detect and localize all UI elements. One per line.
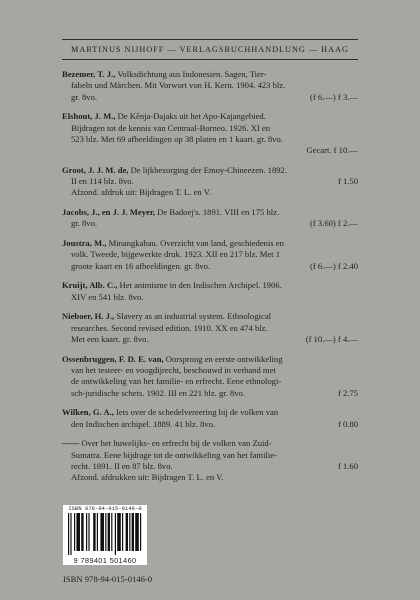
entry-author: Jacobs, J., en J. J. Meyer, [62,207,156,218]
isbn-number: ISBN 978-94-015-0146-0 [63,574,153,584]
entry-text: fabeln und Märchen. Mit Vorwort von H. Kern. 1904. 423 blz. [71,80,286,91]
entry-text: researches. Second revised edition. 1910. XX en 474 blz. [71,322,268,333]
barcode-bar [117,513,121,551]
entry-text: Over het huwelijks- en erfrecht bij de volken van Zuid- [81,438,272,449]
entry-price: (f 6.—) f 2.40 [310,260,358,271]
entry-price-line [62,334,358,345]
entry-text: gr. 8vo. [71,218,98,229]
entry-text: II en 114 blz. 8vo. [71,176,134,187]
entry-price-line [62,461,358,472]
entry-price: (f 10.—) f 4.— [305,333,358,344]
entry-author: Ossenbruggen, F. D. E. van, [62,353,164,364]
catalogue-entry [62,438,358,483]
entry-text: Slavery as an industrial system. Ethnological [116,311,272,322]
entry-author: Joustra, M., [62,238,107,249]
entry-price-line [62,176,358,187]
entry-text: Het animisme in den Indischen Archipel. 1906. [119,280,282,291]
barcode-bar [68,513,69,555]
barcode-bar [97,513,98,551]
entry-price-line [62,419,358,430]
entry-text: Volksdichtung aus Indonesien. Sagen, Tier- [117,69,267,79]
barcode-bar [76,513,80,551]
entry-text: 523 blz. Met 69 afbeeldingen op 38 platen en 1 kaart. gr. 8vo. [71,133,283,144]
barcode-bar [108,513,110,551]
entry-author: Nieboer, H. J., [62,311,115,322]
barcode-isbn-label: ISBN 978-94-015-0146-0 [68,506,142,512]
entry-text: den Indischen archipel. 1889. 41 blz. 8vo. [71,418,216,429]
entry-price-line [62,145,358,156]
entry-text: De Kĕnja-Dajaks uit het Apo-Kajangebied. [117,111,266,122]
barcode-bar [70,513,71,555]
entry-note: Afzond. afdruk uit: Bijdragen T. L. en V. [71,187,211,198]
entry-text: volk. Tweede, bijgewerkte druk. 1923. XII en 217 blz. Met 1 [71,249,281,260]
entry-text: Iets over de schedelvereering bij de volken van [116,407,279,418]
catalogue-entry [62,407,358,430]
header-rule-top [62,39,358,40]
barcode-bar [74,513,75,551]
barcode-bar [115,513,116,555]
entry-text: Sumatra. Eene bijdrage tot de ontwikkeling van het familie- [71,449,277,460]
entry-price: f 1.50 [337,176,358,187]
publisher-header: MARTINUS NIJHOFF — VERLAGSBUCHHANDLUNG — HAAG [71,45,349,54]
catalogue-entry [62,311,358,345]
barcode [63,505,147,565]
entry-text: De lijkbezorging der Emoy-Chineezen. 1892. [130,164,287,175]
entry-text: De Badoej's. 1891. VIII en 175 blz. [157,207,280,218]
entry-text: Bijdragen tot de kennis van Centraal-Borneo. 1926. XI en [71,122,271,133]
barcode-bars [68,513,142,555]
catalogue-entry [62,111,358,156]
entry-author: Groot, J. J. M. de, [62,164,129,175]
barcode-bar [88,513,89,551]
entry-price: (f 3.60) f 2.— [310,218,358,229]
catalogue-entry [62,69,358,103]
entry-text: XIV en 541 blz. 8vo. [71,291,144,302]
entry-price-line [62,218,358,229]
catalogue-entry [62,165,358,199]
catalogue-entry [62,238,358,272]
barcode-bar [126,513,128,551]
barcode-digits: 9 789401 501460 [73,556,137,565]
entry-price: f 2.75 [337,387,358,398]
entry-text: recht. 1891. II en 87 blz. 8vo. [71,460,173,471]
entry-text: Oorsprong en eerste ontwikkeling [165,353,283,364]
catalogue-entry [62,280,358,303]
entry-author: Kruijt, Alb. C., [62,280,118,291]
header-rule-bottom [62,59,358,60]
entry-price-line [62,261,358,272]
barcode-bar [86,513,87,551]
catalogue-list [62,69,358,492]
entry-author: Elshout, J. M., [62,111,116,122]
barcode-bar [132,513,134,551]
catalogue-entry [62,354,358,399]
entry-price: (f 6.—) f 3.— [310,91,358,102]
catalogue-entry [62,207,358,230]
entry-author: Wilken, G. A., [62,407,114,418]
barcode-bar [93,513,95,551]
entry-text: van het testeer- en voogdijrecht, beschouwd in verband met [71,364,276,375]
entry-text: sch-juridische schets. 1902. III en 221 blz. gr. 8vo. [71,387,245,398]
entry-text: groote kaart en 16 afbeeldingen. gr. 8vo. [71,260,211,271]
entry-author: Bezemer, T. J., [62,69,116,79]
entry-price: Gecart. f 10.— [306,145,358,156]
entry-author: —— [62,438,80,449]
entry-text: gr. 8vo. [71,91,98,102]
barcode-bar [81,513,83,551]
barcode-bar [105,513,106,551]
barcode-bar [135,513,139,551]
entry-price-line [62,92,358,103]
entry-text: Met een kaart. gr. 8vo. [71,333,149,344]
entry-text: Minangkabau. Overzicht van land, geschiedenis en [108,238,284,249]
entry-text: de ontwikkeling van het familie- en erfrecht. Eene ethnologi- [71,376,282,387]
entry-price: f 1.60 [337,460,358,471]
barcode-bar [111,513,112,551]
barcode-bar [129,513,130,551]
entry-price-line [62,388,358,399]
barcode-bar [100,513,104,551]
entry-note: Afzond. afdrukken uit: Bijdragen T. L. en V. [71,472,224,483]
entry-price: f 0.80 [337,418,358,429]
barcode-bar [122,513,123,551]
barcode-bar [140,513,141,551]
